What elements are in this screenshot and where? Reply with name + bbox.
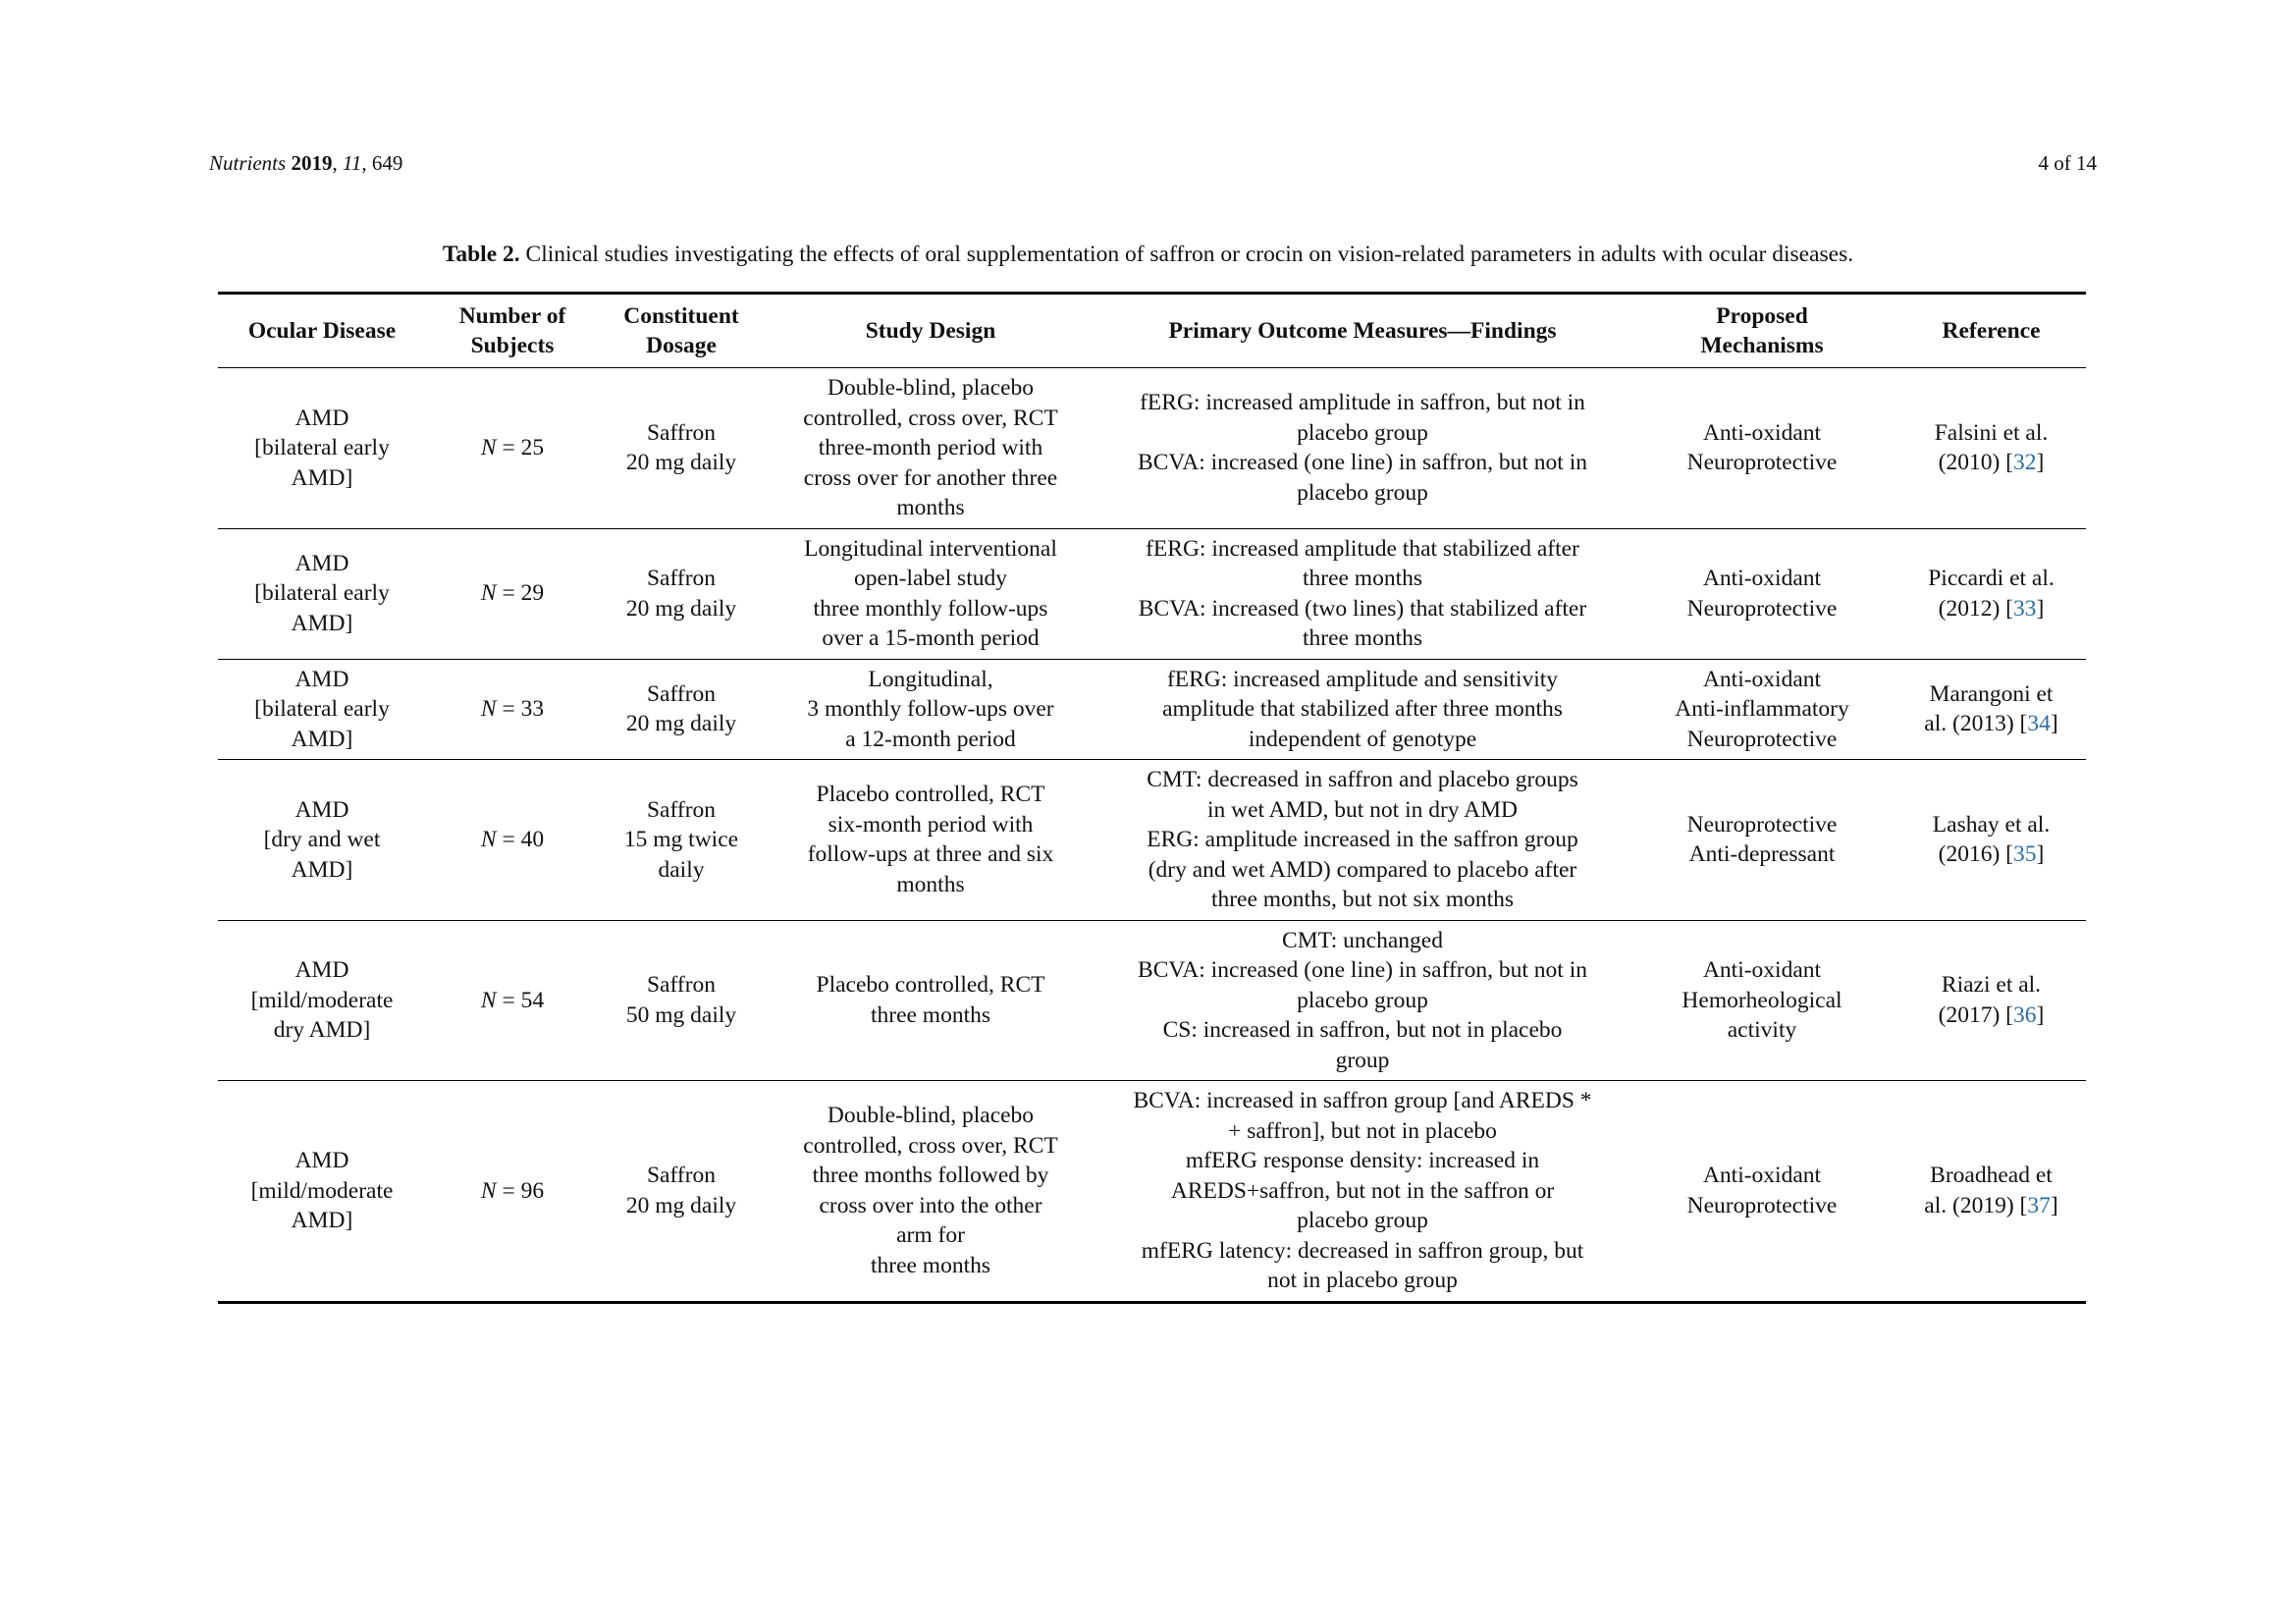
cell-study-design-line: months bbox=[896, 495, 965, 520]
n-symbol: N bbox=[480, 580, 497, 607]
cell-constituent-dosage bbox=[599, 1081, 764, 1303]
header-reference bbox=[1896, 294, 2086, 368]
cell-ocular-disease bbox=[218, 528, 426, 659]
cell-proposed-mechanisms bbox=[1628, 368, 1896, 529]
cell-outcome-findings-line: CMT: decreased in saffron and placebo groups bbox=[1147, 767, 1578, 792]
citation-bracket: ] bbox=[2036, 450, 2045, 476]
cell-study-design-line: Placebo controlled, RCT bbox=[816, 782, 1045, 808]
reference-year-line bbox=[1902, 594, 2080, 624]
citation-bracket: ] bbox=[2050, 711, 2058, 737]
header-ocular-disease bbox=[218, 294, 426, 368]
cell-constituent-dosage-line: daily bbox=[658, 856, 705, 883]
reference-year: (2010) [ bbox=[1938, 450, 2014, 476]
cell-proposed-mechanisms-line: Hemorheological bbox=[1682, 987, 1842, 1013]
reference-authors: Falsini et al. bbox=[1934, 419, 2049, 446]
header-line: Constituent bbox=[623, 302, 739, 329]
header-line: Study Design bbox=[865, 317, 996, 344]
article-number: 649 bbox=[371, 151, 403, 175]
cell-outcome-findings-line: amplitude that stabilized after three months bbox=[1162, 696, 1563, 722]
cell-ocular-disease bbox=[218, 920, 426, 1081]
cell-reference bbox=[1896, 920, 2086, 1081]
n-symbol: N bbox=[480, 1177, 497, 1204]
n-value: = 25 bbox=[502, 435, 545, 460]
cell-outcome-findings bbox=[1097, 760, 1628, 921]
cell-reference bbox=[1896, 1081, 2086, 1303]
reference-year: al. (2019) [ bbox=[1924, 1192, 2028, 1218]
table-caption bbox=[0, 242, 2296, 268]
cell-study-design bbox=[764, 368, 1097, 529]
cell-constituent-dosage-line: 20 mg daily bbox=[625, 450, 737, 476]
cell-outcome-findings-line: not in placebo group bbox=[1267, 1268, 1458, 1293]
cell-study-design-line: Double-blind, placebo bbox=[827, 1103, 1035, 1129]
cell-study-design-line: a 12-month period bbox=[845, 726, 1016, 752]
citation-bracket: ] bbox=[2050, 1192, 2058, 1218]
cell-ocular-disease-line: AMD bbox=[294, 1148, 349, 1173]
cell-study-design-line: cross over into the other bbox=[819, 1192, 1042, 1218]
cell-constituent-dosage bbox=[599, 528, 764, 659]
cell-ocular-disease-line: [mild/moderate bbox=[250, 987, 394, 1013]
reference-year-line bbox=[1902, 839, 2080, 870]
citation-link[interactable]: 34 bbox=[2027, 711, 2051, 737]
reference-authors: Marangoni et bbox=[1929, 680, 2054, 707]
cell-constituent-dosage-line: Saffron bbox=[646, 566, 717, 591]
cell-ocular-disease bbox=[218, 1081, 426, 1303]
cell-outcome-findings-line: group bbox=[1335, 1047, 1390, 1073]
header-line: Mechanisms bbox=[1700, 333, 1824, 358]
cell-outcome-findings-line: independent of genotype bbox=[1248, 726, 1477, 752]
cell-proposed-mechanisms-line: Anti-inflammatory bbox=[1675, 696, 1849, 722]
journal-volume: 11 bbox=[342, 151, 362, 175]
cell-ocular-disease bbox=[218, 368, 426, 529]
cell-constituent-dosage bbox=[599, 368, 764, 529]
cell-outcome-findings-line: BCVA: increased (one line) in saffron, but not in bbox=[1138, 450, 1587, 476]
cell-study-design-line: three months followed by bbox=[812, 1163, 1049, 1189]
cell-proposed-mechanisms bbox=[1628, 1081, 1896, 1303]
running-head-citation: Nutrients 2019, 11, 649 bbox=[209, 151, 403, 175]
n-value: = 54 bbox=[502, 987, 545, 1013]
cell-outcome-findings bbox=[1097, 659, 1628, 760]
cell-constituent-dosage-line: Saffron bbox=[646, 1163, 717, 1189]
cell-outcome-findings-line: placebo group bbox=[1297, 1208, 1428, 1233]
cell-ocular-disease-line: AMD bbox=[294, 666, 349, 692]
cell-outcome-findings-line: mfERG latency: decreased in saffron group, but bbox=[1141, 1237, 1584, 1264]
cell-outcome-findings-line: fERG: increased amplitude that stabilized after bbox=[1146, 535, 1579, 562]
n-symbol: N bbox=[480, 987, 497, 1013]
cell-ocular-disease-line: dry AMD] bbox=[273, 1017, 371, 1043]
table-row bbox=[218, 659, 2086, 760]
reference-year-line bbox=[1902, 1191, 2080, 1221]
header-primary-outcome-measures bbox=[1097, 294, 1628, 368]
n-value: = 33 bbox=[502, 696, 545, 722]
citation-link[interactable]: 36 bbox=[2013, 1001, 2037, 1028]
cell-study-design-line: Longitudinal interventional bbox=[804, 535, 1057, 562]
cell-constituent-dosage-line: Saffron bbox=[646, 972, 717, 999]
cell-proposed-mechanisms-line: Anti-oxidant bbox=[1702, 957, 1822, 983]
header-proposed-mechanisms bbox=[1628, 294, 1896, 368]
reference-year: (2017) [ bbox=[1938, 1001, 2014, 1028]
cell-number-of-subjects bbox=[426, 920, 599, 1081]
cell-ocular-disease-line: AMD] bbox=[291, 1208, 353, 1233]
cell-proposed-mechanisms-line: Anti-oxidant bbox=[1702, 666, 1822, 692]
cell-constituent-dosage-line: 20 mg daily bbox=[625, 711, 737, 737]
cell-outcome-findings-line: AREDS+saffron, but not in the saffron or bbox=[1170, 1177, 1555, 1204]
cell-proposed-mechanisms bbox=[1628, 659, 1896, 760]
cell-outcome-findings-line: three months bbox=[1302, 566, 1423, 591]
cell-number-of-subjects bbox=[426, 760, 599, 921]
cell-study-design bbox=[764, 760, 1097, 921]
cell-constituent-dosage bbox=[599, 659, 764, 760]
cell-constituent-dosage-line: 50 mg daily bbox=[625, 1001, 737, 1028]
cell-proposed-mechanisms bbox=[1628, 528, 1896, 659]
cell-number-of-subjects bbox=[426, 659, 599, 760]
citation-link[interactable]: 37 bbox=[2027, 1192, 2051, 1218]
cell-ocular-disease-line: AMD bbox=[294, 405, 349, 431]
header-line: Primary Outcome Measures—Findings bbox=[1168, 317, 1557, 344]
cell-proposed-mechanisms-line: Neuroprotective bbox=[1686, 595, 1838, 622]
n-value: = 40 bbox=[502, 827, 545, 852]
cell-constituent-dosage bbox=[599, 760, 764, 921]
cell-ocular-disease-line: AMD bbox=[294, 957, 349, 983]
cell-ocular-disease-line: [bilateral early bbox=[254, 435, 390, 460]
cell-outcome-findings-line: BCVA: increased (one line) in saffron, but not in bbox=[1138, 957, 1587, 983]
cell-outcome-findings-line: placebo group bbox=[1297, 419, 1428, 446]
cell-study-design-line: cross over for another three bbox=[803, 464, 1058, 491]
cell-outcome-findings-line: CMT: unchanged bbox=[1282, 927, 1443, 953]
cell-ocular-disease-line: AMD] bbox=[291, 464, 353, 491]
cell-outcome-findings bbox=[1097, 368, 1628, 529]
header-line: Dosage bbox=[646, 333, 717, 358]
cell-study-design-line: controlled, cross over, RCT bbox=[803, 405, 1058, 431]
cell-ocular-disease-line: [bilateral early bbox=[254, 696, 390, 722]
citation-bracket: ] bbox=[2036, 1001, 2045, 1028]
cell-study-design-line: three-month period with bbox=[818, 435, 1043, 460]
cell-outcome-findings-line: placebo group bbox=[1297, 987, 1428, 1013]
cell-proposed-mechanisms-line: Anti-oxidant bbox=[1702, 1163, 1822, 1189]
caption-label: Table 2. bbox=[442, 242, 520, 267]
cell-outcome-findings-line: CS: increased in saffron, but not in placebo bbox=[1162, 1017, 1563, 1043]
cell-number-of-subjects bbox=[426, 368, 599, 529]
cell-proposed-mechanisms-line: Anti-depressant bbox=[1688, 841, 1836, 868]
header-line: Reference bbox=[1942, 317, 2041, 344]
reference-year: al. (2013) [ bbox=[1924, 711, 2028, 737]
journal-name: Nutrients bbox=[209, 151, 287, 175]
cell-constituent-dosage-line: 20 mg daily bbox=[625, 595, 737, 622]
cell-ocular-disease-line: [bilateral early bbox=[254, 580, 390, 607]
cell-proposed-mechanisms bbox=[1628, 760, 1896, 921]
cell-ocular-disease-line: AMD] bbox=[291, 610, 353, 636]
n-value: = 29 bbox=[502, 580, 545, 607]
citation-link[interactable]: 35 bbox=[2013, 841, 2037, 868]
cell-study-design-line: Placebo controlled, RCT bbox=[816, 972, 1045, 999]
cell-proposed-mechanisms-line: Anti-oxidant bbox=[1702, 419, 1822, 446]
cell-study-design bbox=[764, 659, 1097, 760]
header-constituent-dosage bbox=[599, 294, 764, 368]
reference-authors: Lashay et al. bbox=[1932, 811, 2051, 838]
cell-ocular-disease-line: [dry and wet bbox=[263, 827, 381, 852]
cell-study-design-line: Longitudinal, bbox=[868, 666, 993, 692]
cell-study-design-line: Double-blind, placebo bbox=[827, 375, 1035, 401]
cell-constituent-dosage-line: 20 mg daily bbox=[625, 1192, 737, 1218]
cell-outcome-findings-line: ERG: amplitude increased in the saffron group bbox=[1147, 827, 1578, 852]
header-line: Ocular Disease bbox=[247, 317, 397, 344]
cell-number-of-subjects bbox=[426, 1081, 599, 1303]
cell-study-design-line: follow-ups at three and six bbox=[807, 841, 1054, 868]
cell-ocular-disease bbox=[218, 659, 426, 760]
cell-outcome-findings-line: in wet AMD, but not in dry AMD bbox=[1207, 796, 1518, 823]
reference-authors: Broadhead et bbox=[1930, 1163, 2053, 1189]
cell-reference bbox=[1896, 760, 2086, 921]
cell-outcome-findings-line: fERG: increased amplitude in saffron, but not in bbox=[1140, 390, 1585, 416]
cell-study-design-line: arm for bbox=[896, 1222, 965, 1249]
cell-ocular-disease bbox=[218, 760, 426, 921]
cell-study-design-line: 3 monthly follow-ups over bbox=[807, 696, 1054, 722]
reference-year: (2016) [ bbox=[1938, 841, 2014, 868]
cell-outcome-findings-line: three months, but not six months bbox=[1210, 887, 1515, 912]
cell-constituent-dosage bbox=[599, 920, 764, 1081]
caption-text: Clinical studies investigating the effects of oral supplementation of saffron or crocin on vision-related parameters in adults with ocular diseases. bbox=[525, 242, 1854, 267]
reference-authors: Riazi et al. bbox=[1941, 972, 2042, 999]
citation-link[interactable]: 32 bbox=[2013, 450, 2037, 476]
cell-outcome-findings-line: mfERG response density: increased in bbox=[1185, 1148, 1540, 1173]
cell-reference bbox=[1896, 659, 2086, 760]
cell-constituent-dosage-line: Saffron bbox=[646, 796, 717, 823]
cell-ocular-disease-line: [mild/moderate bbox=[250, 1177, 394, 1204]
cell-study-design-line: over a 15-month period bbox=[822, 625, 1040, 651]
cell-outcome-findings bbox=[1097, 920, 1628, 1081]
cell-ocular-disease-line: AMD] bbox=[291, 726, 353, 752]
cell-proposed-mechanisms-line: Neuroprotective bbox=[1686, 811, 1838, 838]
citation-link[interactable]: 33 bbox=[2013, 595, 2037, 622]
cell-ocular-disease-line: AMD] bbox=[291, 856, 353, 883]
reference-year-line bbox=[1902, 1001, 2080, 1031]
header-line: Subjects bbox=[470, 333, 555, 358]
cell-constituent-dosage-line: Saffron bbox=[646, 419, 717, 446]
cell-proposed-mechanisms-line: Neuroprotective bbox=[1686, 450, 1838, 476]
cell-outcome-findings-line: fERG: increased amplitude and sensitivity bbox=[1166, 666, 1559, 692]
cell-outcome-findings-line: BCVA: increased in saffron group [and AREDS * bbox=[1133, 1088, 1592, 1113]
n-symbol: N bbox=[480, 827, 497, 852]
n-symbol: N bbox=[480, 696, 497, 722]
cell-study-design-line: six-month period with bbox=[828, 811, 1034, 838]
cell-outcome-findings-line: BCVA: increased (two lines) that stabilized after bbox=[1138, 595, 1587, 622]
table-header-row bbox=[218, 294, 2086, 368]
n-symbol: N bbox=[480, 435, 497, 460]
table-row bbox=[218, 920, 2086, 1081]
cell-proposed-mechanisms-line: activity bbox=[1727, 1017, 1797, 1043]
cell-proposed-mechanisms-line: Neuroprotective bbox=[1686, 726, 1838, 752]
reference-year-line bbox=[1902, 709, 2080, 739]
reference-year-line bbox=[1902, 448, 2080, 478]
table-row bbox=[218, 760, 2086, 921]
cell-study-design-line: open-label study bbox=[854, 566, 1007, 591]
cell-reference bbox=[1896, 528, 2086, 659]
header-study-design bbox=[764, 294, 1097, 368]
cell-outcome-findings-line: + saffron], but not in placebo bbox=[1228, 1117, 1497, 1144]
clinical-studies-table bbox=[218, 292, 2086, 1304]
table-row bbox=[218, 528, 2086, 659]
cell-ocular-disease-line: AMD bbox=[294, 796, 349, 823]
cell-constituent-dosage-line: 15 mg twice bbox=[623, 827, 739, 852]
cell-study-design-line: months bbox=[896, 871, 965, 897]
cell-study-design-line: three months bbox=[870, 1001, 991, 1028]
header-number-of-subjects bbox=[426, 294, 599, 368]
cell-study-design bbox=[764, 920, 1097, 1081]
citation-bracket: ] bbox=[2036, 595, 2045, 622]
cell-study-design bbox=[764, 1081, 1097, 1303]
cell-outcome-findings-line: placebo group bbox=[1297, 479, 1428, 506]
cell-constituent-dosage-line: Saffron bbox=[646, 680, 717, 707]
table-row bbox=[218, 368, 2086, 529]
cell-number-of-subjects bbox=[426, 528, 599, 659]
cell-study-design-line: controlled, cross over, RCT bbox=[803, 1132, 1058, 1159]
cell-proposed-mechanisms-line: Anti-oxidant bbox=[1702, 566, 1822, 591]
reference-authors: Piccardi et al. bbox=[1928, 566, 2055, 591]
cell-study-design bbox=[764, 528, 1097, 659]
n-value: = 96 bbox=[502, 1177, 545, 1204]
cell-study-design-line: three monthly follow-ups bbox=[813, 595, 1048, 622]
page-number: 4 of 14 bbox=[2038, 151, 2097, 175]
journal-year: 2019 bbox=[291, 151, 333, 175]
cell-outcome-findings bbox=[1097, 1081, 1628, 1303]
cell-study-design-line: three months bbox=[870, 1252, 991, 1278]
reference-year: (2012) [ bbox=[1938, 595, 2014, 622]
table-row bbox=[218, 1081, 2086, 1303]
table-body bbox=[218, 368, 2086, 1303]
cell-outcome-findings-line: three months bbox=[1302, 625, 1423, 651]
cell-proposed-mechanisms bbox=[1628, 920, 1896, 1081]
cell-reference bbox=[1896, 368, 2086, 529]
header-line: Proposed bbox=[1716, 302, 1808, 329]
cell-outcome-findings-line: (dry and wet AMD) compared to placebo after bbox=[1148, 856, 1577, 883]
citation-bracket: ] bbox=[2036, 841, 2045, 868]
header-line: Number of bbox=[458, 302, 566, 329]
cell-ocular-disease-line: AMD bbox=[294, 550, 349, 576]
cell-outcome-findings bbox=[1097, 528, 1628, 659]
cell-proposed-mechanisms-line: Neuroprotective bbox=[1686, 1192, 1838, 1218]
